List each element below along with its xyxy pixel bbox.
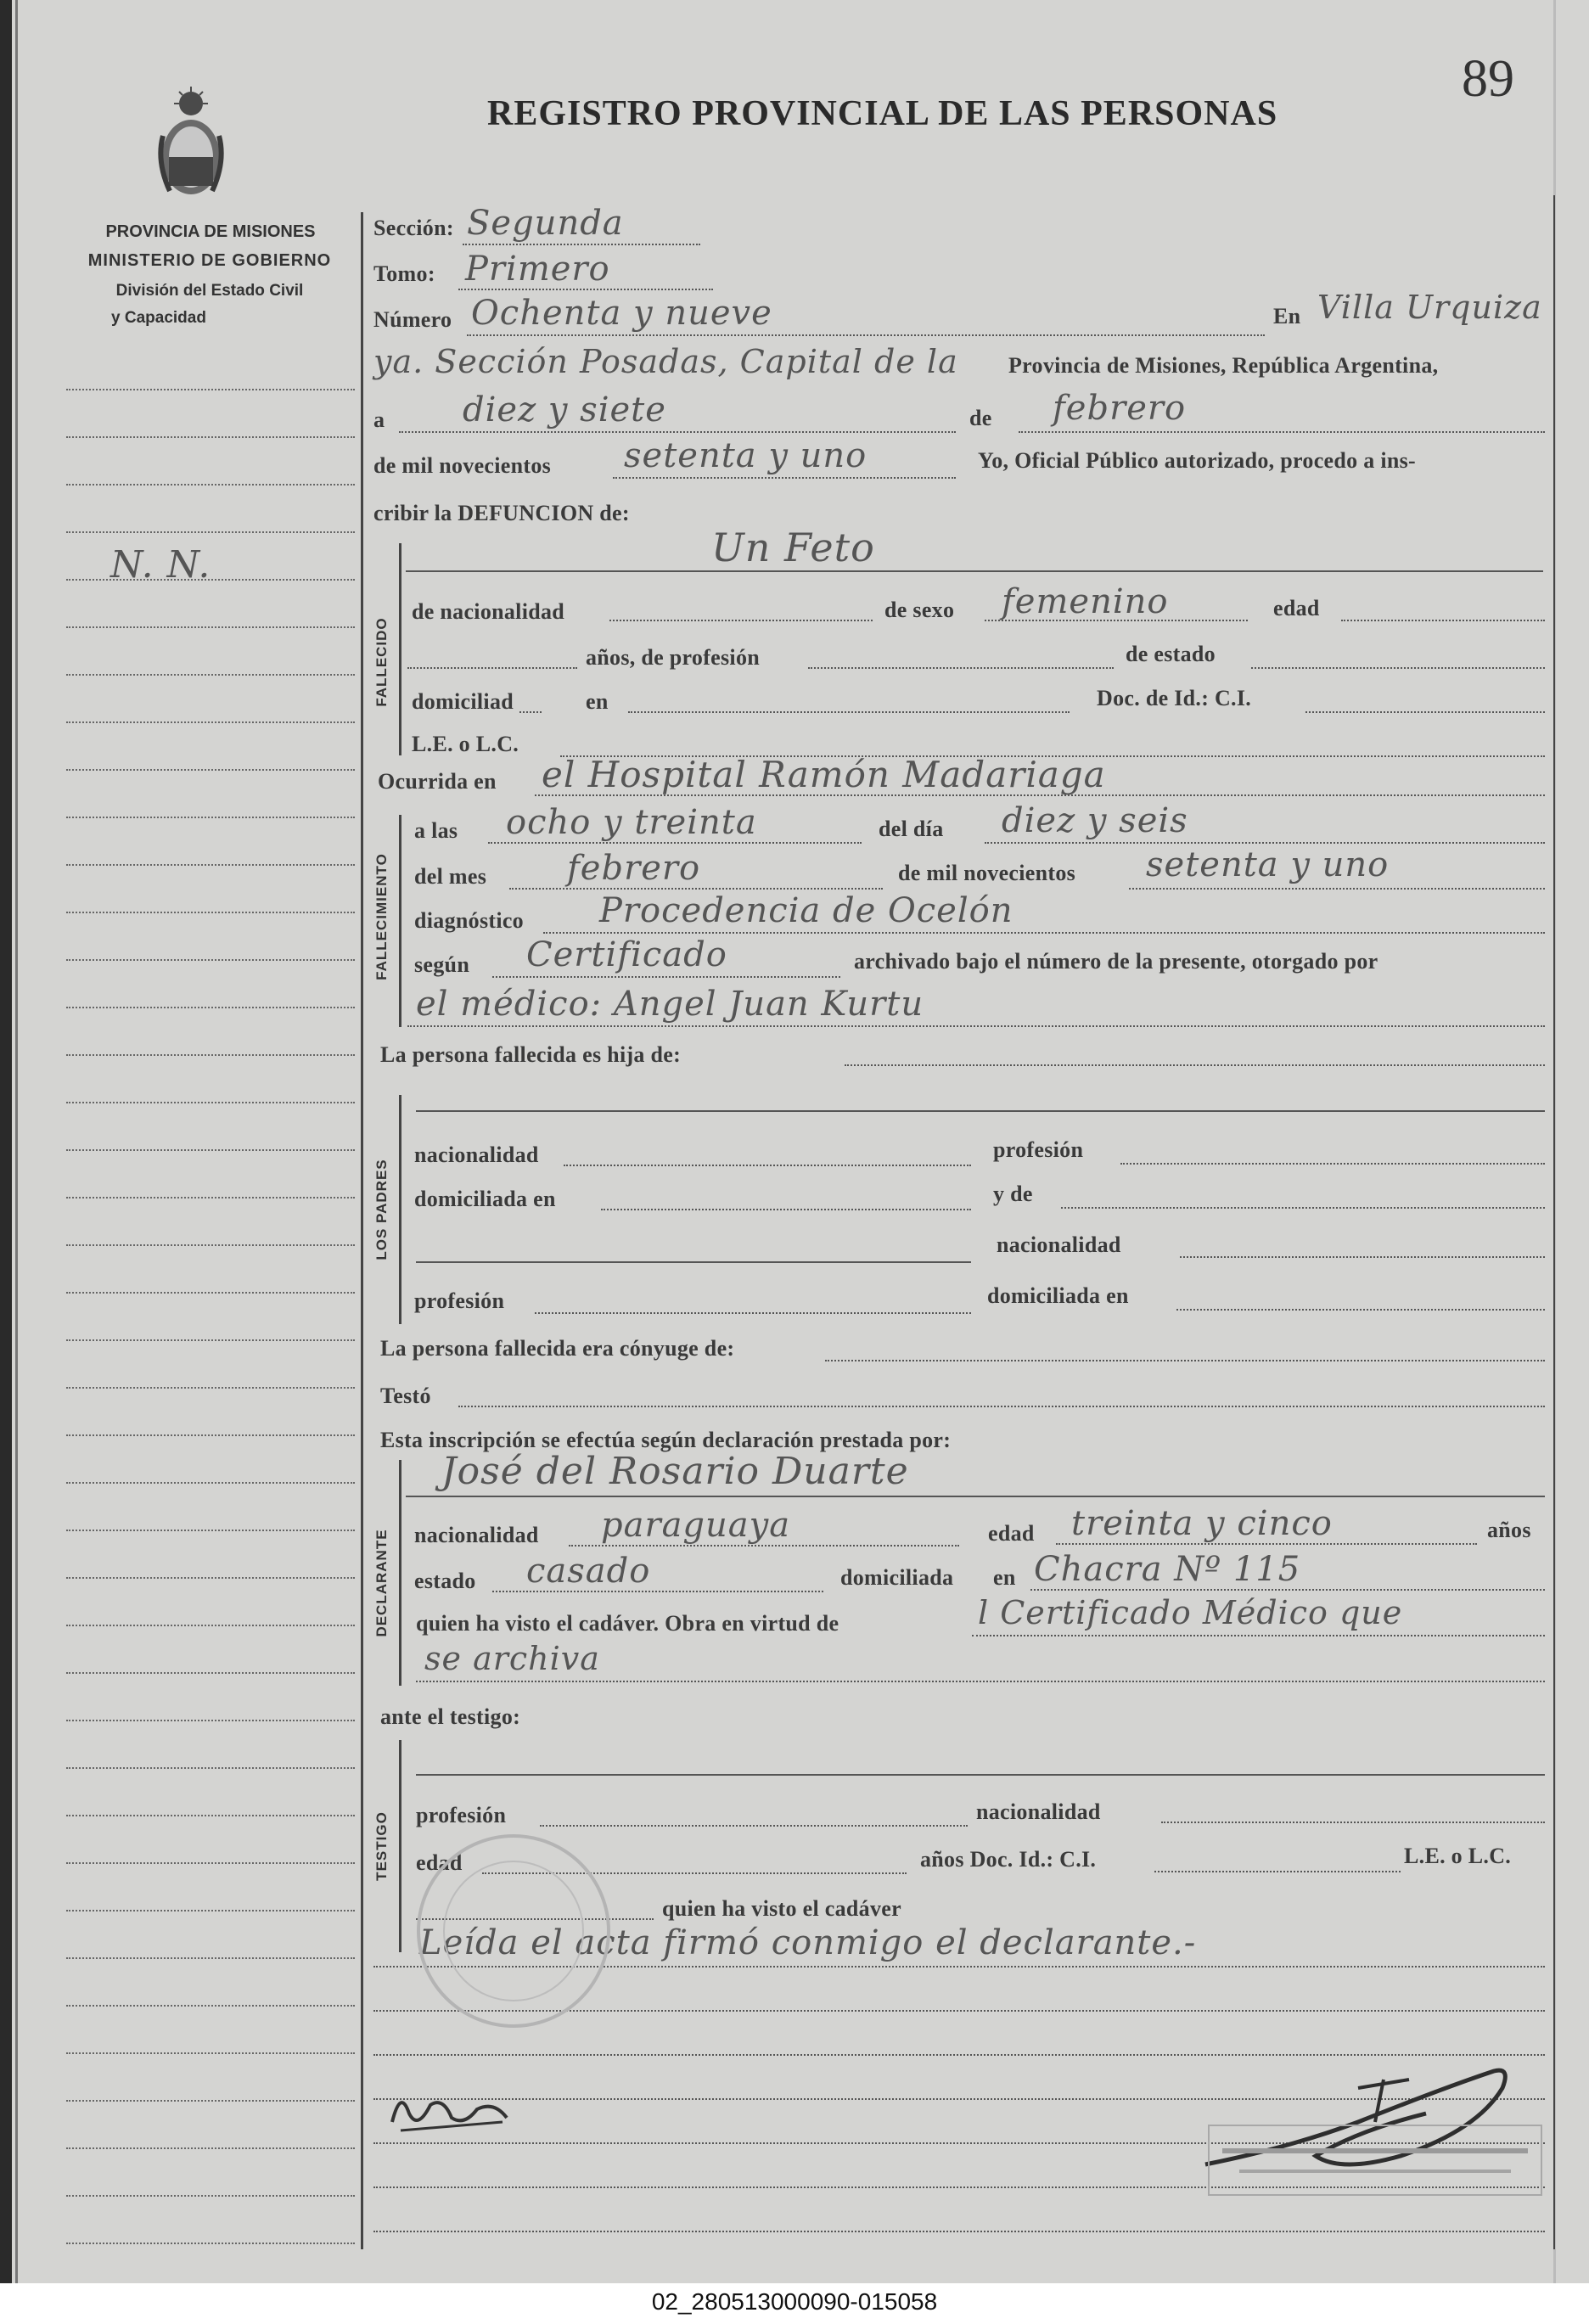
margin-rule-line — [66, 1339, 355, 1341]
line-padre-nacionalidad — [564, 1165, 971, 1166]
binder-edge-line — [15, 0, 18, 2283]
side-label-fallecido: FALLECIDO — [373, 617, 390, 707]
value-hora: ocho y treinta — [506, 803, 757, 842]
label-inscripcion: Esta inscripción se efectúa según declaración prestada por: — [380, 1428, 952, 1452]
label-madre-nacionalidad: nacionalidad — [997, 1232, 1121, 1257]
margin-rule-line — [66, 721, 355, 723]
label-de-nacionalidad: de nacionalidad — [412, 599, 565, 624]
label-d-en: en — [993, 1565, 1016, 1590]
scan-footer — [0, 2283, 1589, 2324]
margin-rule-line — [66, 674, 355, 676]
value-en-place: Villa Urquiza — [1317, 289, 1542, 326]
line-dia-fallec — [985, 842, 1545, 844]
declarante-bracket — [399, 1460, 401, 1686]
label-anos-profesion: años, de profesión — [586, 645, 761, 670]
label-testo: Testó — [380, 1384, 431, 1408]
line-segun — [492, 976, 840, 978]
line-otorgado-por — [407, 1025, 1545, 1027]
value-nombre: Un Feto — [711, 525, 875, 570]
line-d-nacionalidad — [569, 1545, 959, 1547]
official-stamp — [407, 1825, 620, 2037]
margin-rule-line — [66, 912, 355, 913]
margin-rule-line — [66, 1577, 355, 1579]
value-mes: febrero — [1053, 389, 1187, 428]
label-d-domiciliada: domiciliada — [840, 1565, 954, 1590]
line-d-domicilio — [1030, 1589, 1545, 1591]
margin-rule-line — [66, 1957, 355, 1959]
label-a: a — [373, 407, 385, 432]
label-d-anos: años — [1487, 1518, 1531, 1542]
form-left-border — [361, 212, 363, 2249]
line-t-nacionalidad — [1161, 1822, 1545, 1823]
line-conyuge — [825, 1360, 1545, 1361]
label-a-las: a las — [414, 818, 458, 843]
margin-rule-line — [66, 959, 355, 961]
line-t-doc — [1154, 1871, 1401, 1872]
margin-rule-line — [66, 2243, 355, 2244]
label-de-mil-novecientos: de mil novecientos — [373, 453, 552, 478]
value-obra-virtud: l Certificado Médico que — [978, 1594, 1403, 1631]
declarant-signature — [384, 2080, 519, 2147]
margin-rule-line — [66, 1102, 355, 1103]
margin-rule-line — [66, 2052, 355, 2054]
line-padre-extra — [416, 1261, 971, 1263]
label-hija-de: La persona fallecida es hija de: — [380, 1042, 682, 1067]
line-anio — [613, 477, 956, 479]
margin-rule-line — [66, 1672, 355, 1674]
value-dia: diez y siete — [463, 390, 666, 429]
margin-rule-line — [66, 1625, 355, 1626]
line-edad — [1341, 620, 1545, 621]
margin-rule-line — [66, 1482, 355, 1484]
line-nacionalidad — [609, 620, 873, 621]
coat-of-arms-seal — [153, 85, 229, 204]
margin-rule-line — [66, 579, 355, 581]
margin-rule-line — [66, 531, 355, 533]
margin-rule-line — [66, 1720, 355, 1721]
value-anio-fallec: setenta y uno — [1146, 845, 1390, 884]
label-y-de: y de — [993, 1182, 1033, 1206]
label-de: de — [969, 406, 992, 430]
line-padre-domicilio — [601, 1209, 971, 1210]
side-label-fallecimiento: FALLECIMIENTO — [373, 853, 390, 980]
value-segun: Certificado — [526, 935, 727, 974]
scan-id: 02_280513000090-015058 — [651, 2288, 938, 2315]
line-doc-id — [1305, 711, 1545, 713]
label-t-quien: quien ha visto el cadáver — [662, 1896, 901, 1921]
label-edad: edad — [1273, 596, 1320, 620]
margin-rule-line — [66, 1007, 355, 1008]
label-provincia: Provincia de Misiones, República Argentina, — [1008, 353, 1439, 378]
margin-rule-line — [66, 864, 355, 866]
line-mes-fallec — [509, 888, 883, 890]
margin-rule-line — [66, 2195, 355, 2197]
agency-line4: y Capacidad — [111, 309, 206, 327]
label-de-estado: de estado — [1126, 642, 1216, 666]
value-tomo: Primero — [465, 250, 610, 289]
official-rubber-stamp — [1205, 2122, 1545, 2198]
label-en: En — [1273, 304, 1301, 328]
margin-rule-line — [66, 1530, 355, 1531]
margin-note: N. N. — [110, 543, 211, 587]
line-d-edad — [1056, 1543, 1477, 1545]
label-en2: en — [586, 689, 609, 714]
margin-rule-line — [66, 1197, 355, 1198]
line-ocurrida — [535, 794, 1545, 796]
margin-rule-line — [66, 1054, 355, 1056]
margin-rule-line — [66, 626, 355, 628]
padres-bracket — [399, 1095, 401, 1324]
label-d-quien: quien ha visto el cadáver. Obra en virtud de — [416, 1611, 839, 1636]
fallecido-bracket — [399, 543, 401, 755]
margin-rule-line — [66, 2100, 355, 2102]
line-testo — [458, 1406, 1545, 1407]
label-le-lc: L.E. o L.C. — [412, 732, 519, 756]
margin-rule-line — [66, 1387, 355, 1389]
margin-rule-line — [66, 1815, 355, 1816]
label-diagnostico: diagnóstico — [414, 908, 524, 933]
margin-rule-line — [66, 1292, 355, 1294]
line-domiciliad — [519, 711, 542, 713]
line-sexo — [985, 620, 1248, 621]
label-d-nacionalidad: nacionalidad — [414, 1523, 539, 1547]
line-seccion — [463, 244, 700, 245]
label-del-mes: del mes — [414, 864, 487, 889]
value-declarante-nombre: José del Rosario Duarte — [441, 1450, 909, 1493]
line-domicilio — [628, 711, 1070, 713]
margin-rule-line — [66, 389, 355, 390]
margin-rule-line — [66, 2005, 355, 2007]
label-ocurrida: Ocurrida en — [378, 769, 497, 794]
value-declarante-edad: treinta y cinco — [1071, 1504, 1333, 1543]
agency-line1: PROVINCIA DE MISIONES — [105, 222, 316, 241]
testigo-bracket — [399, 1740, 401, 1952]
label-segun: según — [414, 952, 470, 977]
line-padre-nombre — [416, 1110, 1545, 1112]
margin-rule-line — [66, 1862, 355, 1864]
label-doc-id: Doc. de Id.: C.I. — [1097, 686, 1252, 710]
value-obra-virtud2: se archiva — [424, 1640, 600, 1677]
label-seccion: Sección: — [373, 216, 454, 240]
line-madre-nacionalidad — [1180, 1256, 1545, 1258]
line-anio-fallec — [1129, 888, 1545, 890]
label-padre-nacionalidad: nacionalidad — [414, 1142, 539, 1167]
line-hora — [488, 842, 862, 844]
label-tomo: Tomo: — [373, 261, 435, 286]
margin-rule-line — [66, 1149, 355, 1151]
label-d-edad: edad — [988, 1521, 1035, 1546]
line-madre-domicilio — [1176, 1309, 1545, 1311]
label-padre-profesion: profesión — [993, 1137, 1084, 1162]
label-padre-domiciliada: domiciliada en — [414, 1187, 556, 1211]
line-numero — [467, 334, 1265, 336]
form-right-border — [1553, 195, 1555, 2249]
margin-rule-line — [66, 769, 355, 771]
line-nombre — [406, 570, 1543, 572]
value-diagnostico: Procedencia de Ocelón — [599, 891, 1013, 930]
agency-line3: División del Estado Civil — [115, 282, 304, 300]
line-tomo — [458, 289, 713, 290]
label-yo-oficial: Yo, Oficial Público autorizado, procedo a ins- — [978, 448, 1416, 473]
label-t-nacionalidad: nacionalidad — [976, 1799, 1101, 1824]
agency-line2: MINISTERIO DE GOBIERNO — [87, 251, 332, 270]
line-blank-6 — [373, 2231, 1545, 2232]
value-declarante-nacionalidad: paraguaya — [601, 1506, 791, 1545]
margin-rule-line — [66, 2147, 355, 2149]
margin-rule-line — [66, 817, 355, 818]
label-padre-profesion2: profesión — [414, 1288, 505, 1313]
line-estado — [1251, 667, 1545, 669]
value-seccion: Segunda — [467, 204, 624, 243]
value-declarante-estado: casado — [526, 1552, 651, 1591]
value-dia-fallec: diez y seis — [1002, 801, 1188, 840]
side-label-padres: LOS PADRES — [373, 1159, 390, 1260]
line-padre-profesion — [1120, 1163, 1545, 1165]
line-hija-de — [845, 1064, 1545, 1066]
label-numero: Número — [373, 307, 452, 332]
line-diagnostico — [543, 932, 1545, 934]
label-t-profesion: profesión — [416, 1803, 507, 1827]
value-ocurrida-en: el Hospital Ramón Madariaga — [542, 754, 1106, 795]
side-label-testigo: TESTIGO — [373, 1811, 390, 1881]
value-anio: setenta y uno — [624, 436, 867, 475]
margin-rule-line — [66, 1434, 355, 1436]
margin-rule-line — [66, 484, 355, 486]
value-otorgado-por: el médico: Angel Juan Kurtu — [416, 985, 924, 1024]
value-place-cont: ya. Sección Posadas, Capital de la — [373, 343, 958, 380]
line-profesion — [808, 667, 1114, 669]
label-cribir: cribir la DEFUNCION de: — [373, 501, 630, 525]
line-d-estado — [492, 1591, 823, 1592]
fallecimiento-bracket — [399, 815, 401, 1027]
line-dia — [399, 431, 956, 433]
margin-rule-line — [66, 1767, 355, 1769]
value-lectura: Leída el acta firmó conmigo el declarante.- — [419, 1923, 1197, 1962]
label-conyuge: La persona fallecida era cónyuge de: — [380, 1336, 735, 1361]
value-declarante-domicilio: Chacra Nº 115 — [1034, 1550, 1301, 1589]
line-declarante-nombre — [406, 1496, 1545, 1497]
value-sexo: femenino — [1002, 582, 1169, 621]
label-t-edad: edad — [416, 1850, 463, 1875]
label-del-dia: del día — [879, 817, 944, 841]
line-mes — [1019, 431, 1545, 433]
line-anos — [407, 667, 577, 669]
line-testigo-nombre — [416, 1774, 1545, 1776]
label-d-estado: estado — [414, 1569, 476, 1593]
label-madre-domiciliada: domiciliada en — [987, 1283, 1129, 1308]
margin-rule-line — [66, 1910, 355, 1911]
value-numero: Ochenta y nueve — [471, 294, 772, 333]
binder-edge — [0, 0, 12, 2283]
label-t-anos-doc: años Doc. Id.: C.I. — [920, 1847, 1097, 1872]
side-label-declarante: DECLARANTE — [373, 1529, 390, 1637]
line-madre-nombre — [1061, 1207, 1545, 1209]
label-domiciliad: domiciliad — [412, 689, 514, 714]
label-de-sexo: de sexo — [884, 598, 955, 622]
value-mes-fallec: febrero — [567, 849, 701, 888]
line-obra-virtud2 — [416, 1681, 1545, 1682]
label-archivado: archivado bajo el número de la presente, otorgado por — [854, 949, 1378, 974]
label-ante-testigo: ante el testigo: — [380, 1704, 521, 1729]
document-title: REGISTRO PROVINCIAL DE LAS PERSONAS — [487, 94, 1278, 133]
page-number: 89 — [1462, 50, 1514, 108]
line-obra-virtud — [972, 1635, 1545, 1636]
label-de-mil-nov2: de mil novecientos — [898, 861, 1076, 885]
margin-rule-line — [66, 1244, 355, 1246]
label-t-le-lc: L.E. o L.C. — [1404, 1844, 1512, 1868]
line-padre-profesion2 — [535, 1312, 971, 1314]
margin-rule-line — [66, 436, 355, 438]
